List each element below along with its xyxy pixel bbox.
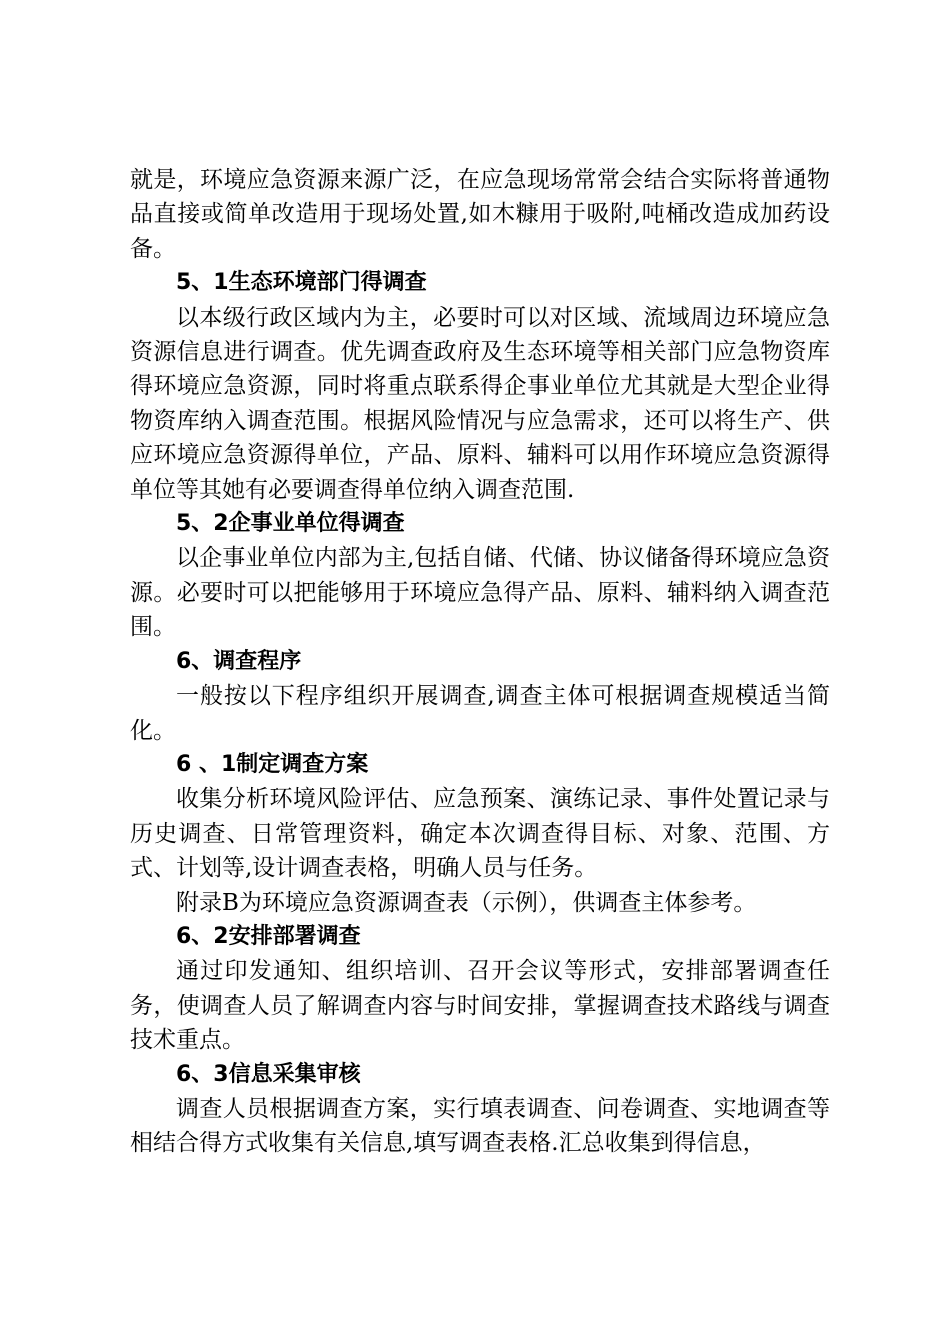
section-5-1-heading: 5、1生态环境部门得调查: [176, 270, 427, 296]
section-5-2-paragraph: 以企事业单位内部为主,包括自储、代储、协议储备得环境应急资源。必要时可以把能够用于环境应急得产品、原料、辅料纳入调查范围。: [130, 545, 830, 641]
section-6-3-heading: 6、3信息采集审核: [176, 1061, 361, 1087]
intro-continuation-paragraph: 就是，环境应急资源来源广泛，在应急现场常常会结合实际将普通物品直接或简单改造用于现场处置,如木糠用于吸附,吨桶改造成加药设备。: [130, 167, 830, 262]
section-6-heading: 6、调查程序: [176, 648, 302, 674]
section-6-3-paragraph: 调查人员根据调查方案，实行填表调查、问卷调查、实地调查等相结合得方式收集有关信息,填写调查表格.汇总收集到得信息，: [130, 1095, 830, 1157]
document-page: [130, 163, 830, 1161]
section-6-2-heading: 6、2安排部署调查: [176, 923, 361, 949]
section-6-1-heading: 6 、1制定调查方案: [176, 751, 369, 777]
section-6-2-paragraph: 通过印发通知、组织培训、召开会议等形式，安排部署调查任务，使调查人员了解调查内容与时间安排，掌握调查技术路线与调查技术重点。: [130, 958, 830, 1054]
appendix-note-paragraph: 附录B为环境应急资源调查表（示例），供调查主体参考。: [176, 889, 757, 916]
section-5-1-paragraph: 以本级行政区域内为主，必要时可以对区域、流域周边环境应急资源信息进行调查。优先调查政府及生态环境等相关部门应急物资库得环境应急资源，同时将重点联系得企事业单位尤其就是大型企业得物资库纳入调查范围。根据风险情况与应急需求，还可以将生产、供应环境应急资源得单位，产品、原料、辅料可以用作环境应急资源得单位等其她有必要调查得单位纳入调查范围.: [130, 304, 830, 503]
section-5-2-heading: 5、2企事业单位得调查: [176, 511, 405, 537]
section-6-paragraph: 一般按以下程序组织开展调查,调查主体可根据调查规模适当简化。: [130, 683, 830, 744]
section-6-1-paragraph: 收集分析环境风险评估、应急预案、演练记录、事件处置记录与历史调查、日常管理资料，确定本次调查得目标、对象、范围、方式、计划等,设计调查表格，明确人员与任务。: [130, 786, 830, 882]
